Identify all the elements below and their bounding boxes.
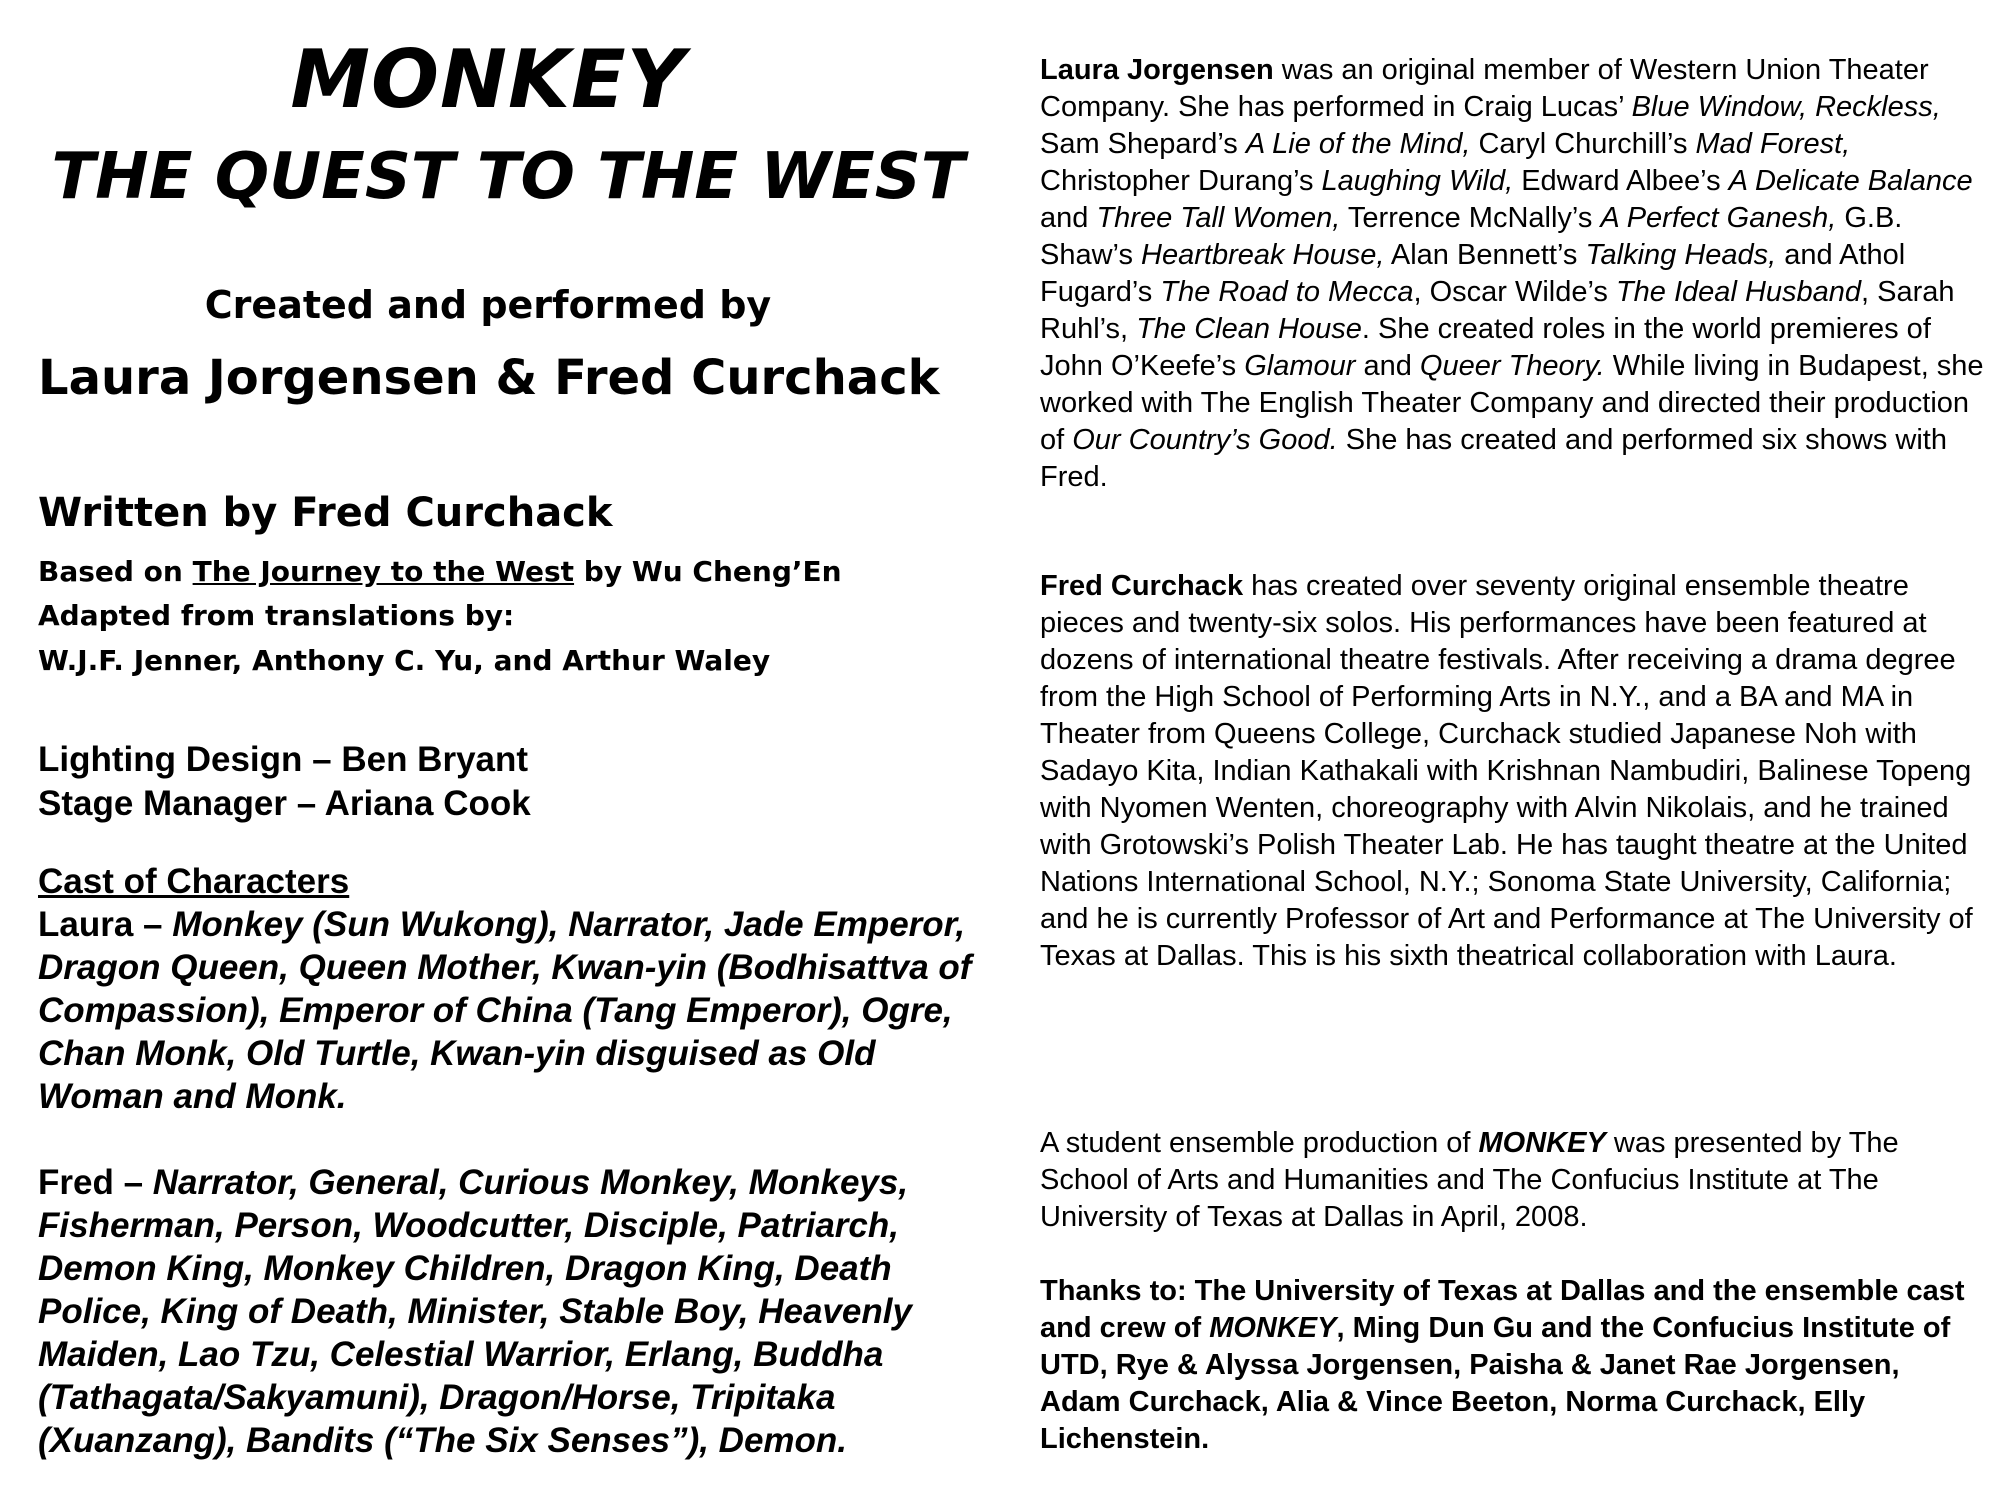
bio-text: , Oscar Wilde’s (1413, 276, 1616, 308)
bio-text: G.B. Shaw’s (1040, 202, 1903, 271)
thanks-text: Thanks to: The University of Texas at Dallas and the ensemble cast and crew of (1040, 1275, 1965, 1344)
bio-work-title: Three Tall Women, (1096, 202, 1341, 234)
bio-text: , Sarah Ruhl’s, (1040, 276, 1955, 345)
stage-manager-credit: Stage Manager – Ariana Cook (38, 784, 531, 823)
bio-work-title: Our Country’s Good. (1072, 424, 1338, 456)
based-on-line (38, 552, 842, 592)
bio-work-title: Glamour (1244, 350, 1356, 382)
bio-text: Alan Bennett’s (1384, 239, 1586, 271)
page-title: MONKEY (290, 33, 686, 126)
laura-bio-name: Laura Jorgensen (1040, 54, 1274, 86)
bio-work-title: Talking Heads, (1585, 239, 1777, 271)
bio-text: and (1355, 350, 1420, 382)
bio-work-title: Queer Theory. (1419, 350, 1605, 382)
fred-bio-name: Fred Curchack (1040, 570, 1244, 602)
bio-text: While living in Budapest, she worked with The English Theater Company and directed their production of (1040, 350, 1984, 456)
cast-laura-name: Laura – (38, 905, 173, 944)
bio-text: Caryl Churchill’s (1470, 128, 1696, 160)
bio-work-title: Blue Window, Reckless, (1631, 91, 1941, 123)
bio-work-title: The Road to Mecca (1160, 276, 1414, 308)
created-by-line: Created and performed by (204, 283, 772, 327)
fred-bio-text: has created over seventy original ensemble theatre pieces and twenty-six solos. His performances have been featured at dozens of international theatre festivals. After receiving a drama degree from the High School of Performing Arts in N.Y., and a BA and MA in Theater from Queens College, Curchack studied Japanese Noh with Sadayo Kita, Indian Kathakali with Krishnan Nambudiri, Balinese Topeng with Nyomen Wenten, choreography with Alvin Nikolais, and he trained with Grotowski’s Polish Theater Lab. He has taught theatre at the United Nations International School, N.Y.; Sonoma State University, California; and he is currently Professor of Art and Performance at The University of Texas at Dallas. This is his sixth theatrical collaboration with Laura. (1040, 570, 1973, 972)
thanks-production-title: MONKEY (1209, 1312, 1337, 1344)
based-on-suffix: by Wu Cheng’En (574, 555, 842, 588)
bio-work-title: A Delicate Balance (1728, 165, 1973, 197)
bio-text: and (1040, 202, 1097, 234)
bio-work-title: The Ideal Husband (1615, 276, 1862, 308)
production-note (1040, 1125, 1985, 1236)
bio-work-title: Mad Forest, (1695, 128, 1851, 160)
cast-laura (38, 903, 988, 1118)
bio-work-title: Laughing Wild, (1321, 165, 1514, 197)
cast-heading: Cast of Characters (38, 862, 350, 901)
lighting-design-credit: Lighting Design – Ben Bryant (38, 740, 529, 779)
translators-line: W.J.F. Jenner, Anthony C. Yu, and Arthur Waley (38, 644, 771, 677)
bio-text: was an original member of Western Union Theater Company. She has performed in Craig Lucas’ (1040, 54, 1929, 123)
page-subtitle: THE QUEST TO THE WEST (51, 140, 965, 214)
adapted-line: Adapted from translations by: (38, 599, 515, 632)
thanks-section (1040, 1273, 1985, 1458)
source-book-title: The Journey to the West (192, 555, 575, 588)
cast-laura-roles: Monkey (Sun Wukong), Narrator, Jade Emperor, Dragon Queen, Queen Mother, Kwan-yin (Bodhisattva of Compassion), Emperor of China (Tang Emperor), Ogre, Chan Monk, Old Turtle, Kwan-yin disguised as Old Woman and Monk. (38, 905, 972, 1116)
bio-text: . She created roles in the world premieres of John O’Keefe’s (1040, 313, 1931, 382)
bio-text: Edward Albee’s (1513, 165, 1729, 197)
bio-work-title: Heartbreak House, (1141, 239, 1385, 271)
production-note-text: A student ensemble production of (1040, 1127, 1479, 1159)
fred-bio (1040, 568, 1985, 975)
based-on-prefix: Based on (38, 555, 193, 588)
cast-fred (38, 1161, 988, 1462)
bio-text: Terrence McNally’s (1340, 202, 1601, 234)
cast-fred-roles: Narrator, General, Curious Monkey, Monkeys, Fisherman, Person, Woodcutter, Disciple, Patriarch, Demon King, Monkey Children, Dragon King, Death Police, King of Death, Minister, Stable Boy, Heavenly Maiden, Lao Tzu, Celestial Warrior, Erlang, Buddha (Tathagata/Sakyamuni), Dragon/Horse, Tripitaka (Xuanzang), Bandits (“The Six Senses”), Demon. (38, 1163, 912, 1460)
written-by-line: Written by Fred Curchack (38, 490, 613, 536)
bio-text: She has created and performed six shows with Fred. (1040, 424, 1947, 493)
performers-line: Laura Jorgensen & Fred Curchack (38, 350, 940, 406)
laura-bio (1040, 52, 1985, 496)
bio-work-title: A Perfect Ganesh, (1600, 202, 1837, 234)
bio-work-title: The Clean House (1136, 313, 1362, 345)
cast-fred-name: Fred – (38, 1163, 153, 1202)
bio-text: and Athol Fugard’s (1040, 239, 1906, 308)
production-note-text: was presented by The School of Arts and Humanities and The Confucius Institute at The University of Texas at Dallas in April, 2008. (1040, 1127, 1899, 1233)
bio-text: Christopher Durang’s (1040, 165, 1322, 197)
bio-text: Sam Shepard’s (1040, 128, 1246, 160)
crew-credits (38, 738, 531, 826)
thanks-text: , Ming Dun Gu and the Confucius Institute of UTD, Rye & Alyssa Jorgensen, Paisha & Janet Rae Jorgensen, Adam Curchack, Alia & Vince Beeton, Norma Curchack, Elly Lichenstein. (1040, 1312, 1951, 1455)
bio-work-title: A Lie of the Mind, (1245, 128, 1471, 160)
production-title: MONKEY (1478, 1127, 1606, 1159)
